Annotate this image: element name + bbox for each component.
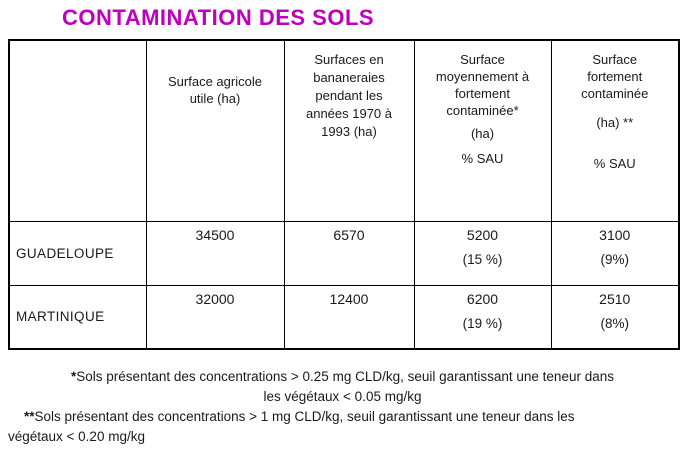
- cell-value: 5200: [466, 226, 499, 243]
- footnote-line: **Sols présentant des concentrations > 1 mg CLD/kg, seuil garantissant une teneur dans les: [24, 409, 575, 424]
- header-line: 1993 (ha): [321, 124, 377, 139]
- header-line: années 1970 à: [305, 106, 393, 121]
- header-line: utile (ha): [189, 91, 241, 106]
- header-unit: (ha): [470, 126, 495, 141]
- footnotes: [0, 367, 685, 447]
- cell-bananeraies: [284, 285, 414, 349]
- header-line: contaminée*: [446, 103, 519, 118]
- cell-percentage: (9%): [600, 251, 629, 267]
- header-line: pendant les: [315, 88, 383, 103]
- header-line: bananeraies: [313, 70, 385, 85]
- contamination-table: [8, 39, 680, 350]
- cell-fortement: [551, 285, 679, 349]
- header-line: contaminée: [581, 86, 649, 101]
- cell-fortement: [551, 221, 679, 285]
- table-row-guadeloupe: [9, 221, 679, 285]
- header-line: fortement: [587, 69, 643, 84]
- footnote-line: les végétaux < 0.05 mg/kg: [263, 389, 422, 404]
- header-row: [9, 40, 679, 221]
- cell-value: 6200: [466, 290, 499, 307]
- footnote-marker: **: [24, 409, 35, 424]
- cell-value: 32000: [195, 290, 235, 307]
- header-pct-sau: % SAU: [593, 156, 636, 171]
- footnote-marker: *: [71, 369, 77, 384]
- footnote-line: *Sols présentant des concentrations > 0.25 mg CLD/kg, seuil garantissant une teneur dans: [71, 369, 614, 384]
- cell-value: 2510: [599, 290, 631, 307]
- footnote-line: végétaux < 0.20 mg/kg: [8, 429, 145, 444]
- cell-value: 12400: [329, 290, 369, 307]
- cell-percentage: (8%): [600, 315, 629, 331]
- footnote-moyennement-seuil: [0, 367, 685, 407]
- cell-percentage: (15 %): [462, 251, 503, 267]
- header-line: Surface agricole: [168, 74, 262, 89]
- header-surfaces-bananeraies: [284, 40, 414, 221]
- cell-sau: [146, 285, 284, 349]
- row-label: MARTINIQUE: [9, 285, 146, 349]
- header-line: Surface: [460, 52, 505, 67]
- footnote-fortement-seuil: [0, 407, 685, 447]
- header-surface-agricole-utile: [146, 40, 284, 221]
- cell-moyennement-fortement: [414, 221, 551, 285]
- cell-value: 6570: [333, 226, 365, 243]
- header-line: moyennement à: [435, 69, 530, 84]
- header-surface-fortement-contaminee: [551, 40, 679, 221]
- corner-cell: [9, 40, 146, 221]
- cell-value: 34500: [195, 226, 235, 243]
- header-line: Surfaces en: [314, 52, 384, 67]
- header-line: fortement: [455, 86, 510, 101]
- header-surface-moyennement-fortement-contaminee: [414, 40, 551, 221]
- cell-moyennement-fortement: [414, 285, 551, 349]
- header-pct-sau: % SAU: [461, 151, 504, 166]
- header-unit: (ha) **: [596, 115, 634, 130]
- cell-sau: [146, 221, 284, 285]
- cell-bananeraies: [284, 221, 414, 285]
- header-line: Surface: [592, 52, 638, 67]
- table-row-martinique: [9, 285, 679, 349]
- page-title: CONTAMINATION DES SOLS: [62, 5, 375, 30]
- cell-value: 3100: [599, 226, 631, 243]
- row-label: GUADELOUPE: [9, 221, 146, 285]
- cell-percentage: (19 %): [462, 315, 503, 331]
